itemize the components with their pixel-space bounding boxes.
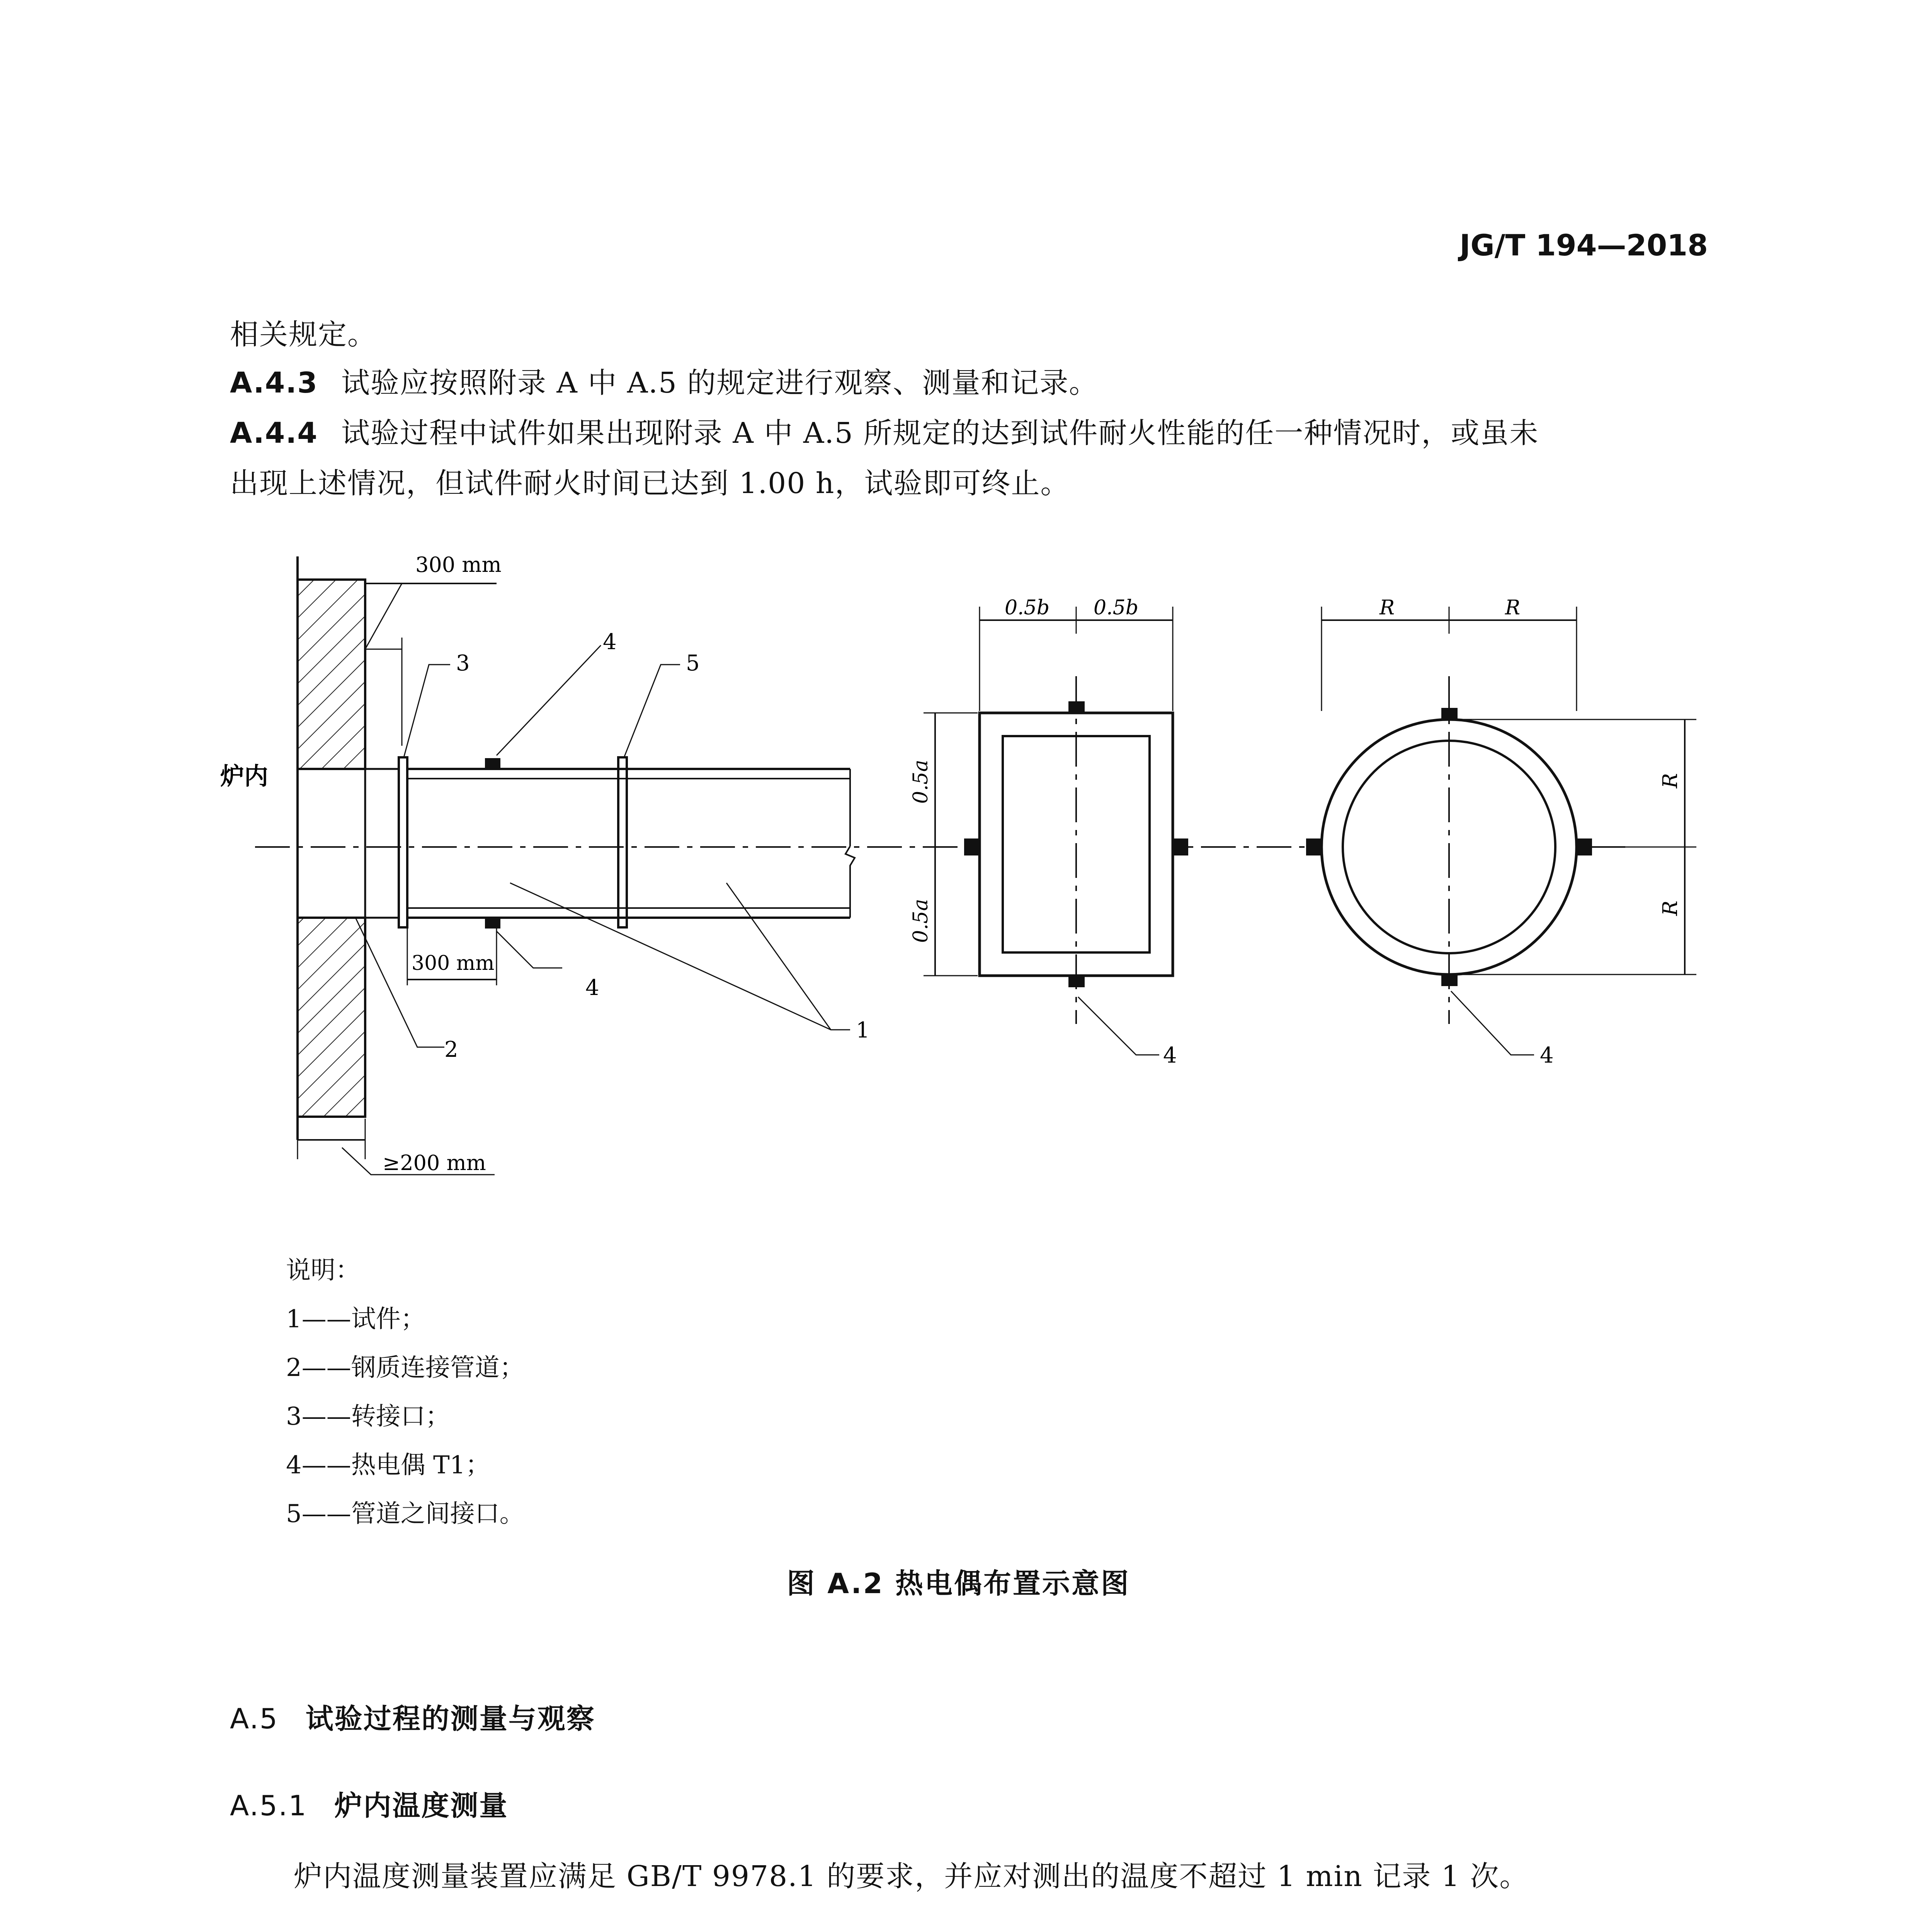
thermocouple-marker [485, 758, 500, 769]
clause-a444-cont: 出现上述情况，但试件耐火时间已达到 1.00 h，试验即可终止。 [230, 467, 1070, 500]
section-a51-body: 炉内温度测量装置应满足 GB/T 9978.1 的要求，并应对测出的温度不超过 1 min 记录 1 次。 [294, 1860, 1529, 1893]
thermocouple-marker [1306, 838, 1322, 855]
thermocouple-marker [1441, 975, 1458, 986]
section-title: 试验过程的测量与观察 [305, 1702, 595, 1735]
callout-5: 5 [686, 651, 700, 676]
clause-text: 试验应按照附录 A 中 A.5 的规定进行观察、测量和记录。 [341, 366, 1099, 400]
callout-4: 4 [585, 975, 599, 1000]
dimension-label: R [1505, 596, 1521, 619]
clause-number: A.4.3 [230, 366, 318, 400]
thermocouple-marker [1173, 838, 1188, 855]
thermocouple-marker [1068, 701, 1085, 713]
rectangular-section [924, 607, 1188, 1055]
figure-caption: 图 A.2 热电偶布置示意图 [787, 1567, 1130, 1600]
legend-item: 3——转接口； [286, 1402, 450, 1431]
thermocouple-marker [1441, 708, 1458, 719]
thermocouple-marker [964, 838, 980, 855]
thermocouple-marker [485, 918, 500, 929]
clause-text: 试验过程中试件如果出现附录 A 中 A.5 所规定的达到试件耐火性能的任一种情况时，或虽未 [341, 417, 1539, 450]
legend-item: 1——试件； [286, 1305, 425, 1333]
dimension-label: 300 mm [412, 952, 495, 975]
legend-item: 5——管道之间接口。 [286, 1500, 524, 1528]
dimension-label: 0.5a [909, 760, 932, 804]
furnace-wall [298, 556, 402, 1140]
thermocouple-layout-figure [0, 522, 1917, 1236]
legend-item: 4——热电偶 T1； [286, 1451, 490, 1480]
paragraph-line: 相关规定。 [230, 318, 377, 351]
dimension-label: ≥200 mm [383, 1151, 486, 1175]
clause-a444 [230, 408, 1539, 459]
figure-legend [286, 1246, 524, 1538]
dimension-label: 0.5b [1005, 596, 1050, 619]
callout-3: 3 [456, 651, 470, 676]
clause-a443 [230, 357, 1098, 408]
dimension-300-top [365, 580, 497, 746]
callout-4: 4 [603, 629, 617, 655]
section-number: A.5 [230, 1702, 279, 1735]
legend-title: 说明： [286, 1256, 360, 1285]
furnace-label: 炉内 [220, 762, 269, 790]
adapter-flange [399, 757, 627, 927]
section-number: A.5.1 [230, 1789, 308, 1822]
circular-section [1306, 607, 1696, 1055]
dimension-label: 0.5a [909, 899, 932, 943]
section-a51-heading [230, 1783, 508, 1823]
dimension-label: 300 mm [415, 553, 502, 577]
clause-number: A.4.4 [230, 417, 318, 450]
section-title: 炉内温度测量 [334, 1789, 509, 1822]
pipe-specimen-side [407, 758, 855, 929]
section-a5-heading [230, 1696, 595, 1736]
callout-4: 4 [1540, 1043, 1554, 1068]
thermocouple-marker [1577, 838, 1592, 855]
dimension-label: R [1659, 773, 1682, 788]
callout-2: 2 [444, 1037, 458, 1062]
dimension-label: R [1379, 596, 1395, 619]
standard-number: JG/T 194—2018 [1459, 228, 1708, 262]
callout-4: 4 [1163, 1043, 1177, 1068]
thermocouple-marker [1068, 976, 1085, 987]
callout-1: 1 [856, 1018, 870, 1043]
legend-item: 2——钢质连接管道； [286, 1354, 524, 1382]
dimension-label: R [1659, 900, 1682, 916]
dimension-label: 0.5b [1094, 596, 1138, 619]
